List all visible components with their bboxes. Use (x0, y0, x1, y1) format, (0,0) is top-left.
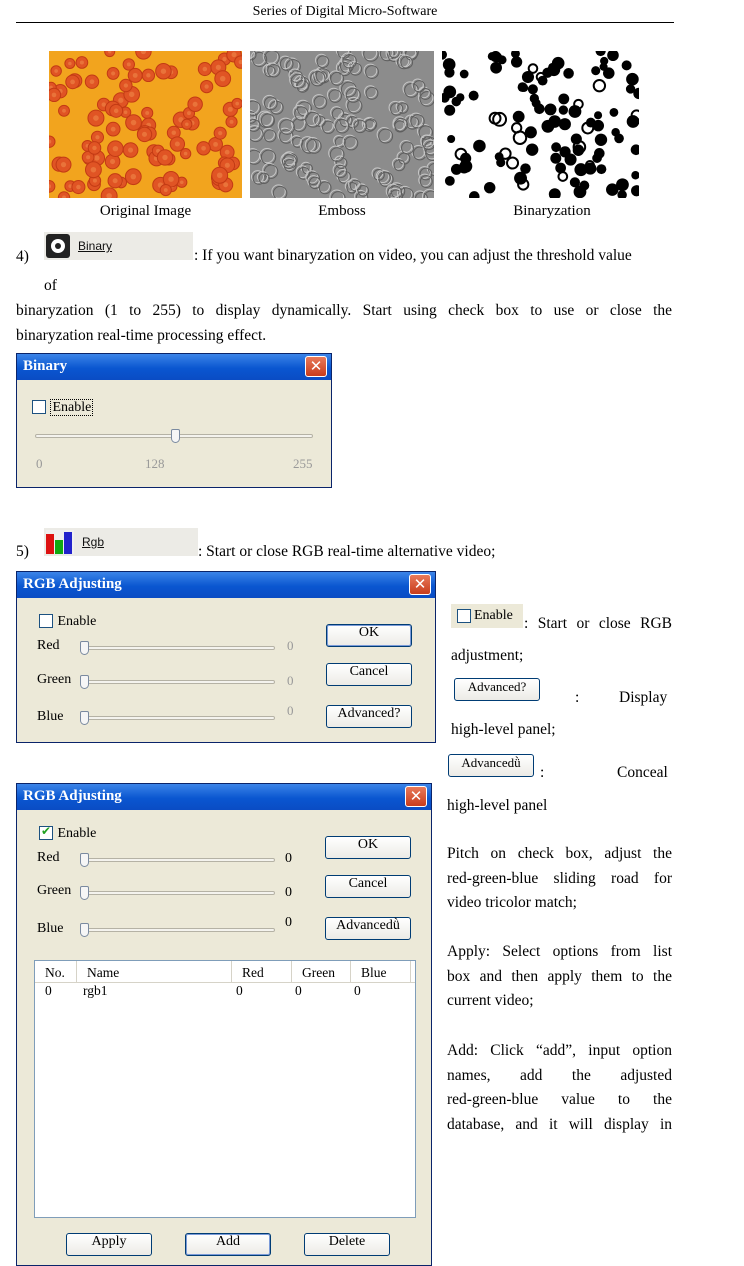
rgb-dialog-advanced (16, 783, 432, 1266)
rgb2-green-value: 0 (285, 885, 292, 900)
col-red[interactable]: Red (232, 961, 292, 982)
tick-max: 255 (293, 456, 313, 471)
rgb-tool-label: Rgb (82, 535, 105, 549)
rgb1-red-thumb[interactable] (80, 641, 89, 655)
binary-dialog-title: Binary (23, 358, 68, 374)
advanced-desc-c: high-level panel; (451, 721, 556, 738)
rgb2-enable-label: Enable (57, 826, 97, 841)
header-rule (16, 22, 674, 23)
pitch-paragraph: Pitch on check box, adjust the red-green-blue sliding road for video tricolor match; (447, 845, 672, 911)
item5-number: 5) (16, 543, 29, 560)
rgb1-enable-checkbox[interactable] (39, 612, 96, 630)
enable-desc-b: adjustment; (451, 647, 524, 664)
rgb-dialog-advanced-titlebar (17, 784, 431, 810)
rgb2-blue-thumb[interactable] (80, 923, 89, 937)
col-green[interactable]: Green (292, 961, 351, 982)
rgb1-blue-value: 0 (287, 703, 294, 718)
rgb-dialog-basic (16, 571, 436, 743)
binary-tool-label: Binary (78, 239, 113, 253)
col-name[interactable]: Name (77, 961, 232, 982)
row-blue: 0 (354, 983, 361, 998)
rgb1-red-track[interactable] (83, 646, 275, 650)
rgb1-green-value: 0 (287, 673, 294, 688)
rgb2-green-label: Green (37, 883, 72, 898)
apply-button[interactable]: Apply (66, 1233, 152, 1256)
rgb1-red-value: 0 (287, 638, 294, 653)
cancel-button[interactable]: Cancel (326, 663, 412, 686)
cancel-button[interactable]: Cancel (325, 875, 411, 898)
caption-original: Original Image (99, 203, 192, 219)
binary-icon (46, 234, 70, 258)
rgb-dialog-basic-title: RGB Adjusting (23, 576, 122, 592)
rgb1-enable-label: Enable (57, 614, 97, 629)
item4-text-d: binaryzation real-time processing effect. (16, 327, 267, 344)
col-no[interactable]: No. (35, 961, 77, 982)
advanced-button[interactable]: Advanced? (326, 705, 412, 728)
conceal-desc-b: Conceal (617, 764, 668, 781)
conceal-advanced-button[interactable]: Advancedǜ (325, 917, 411, 940)
rgb2-green-track[interactable] (83, 891, 275, 895)
rgb1-blue-label: Blue (37, 709, 64, 724)
emboss-image (250, 51, 434, 198)
enable-sample (451, 604, 523, 628)
advanced-desc-b: Display (619, 689, 668, 706)
row-no: 0 (45, 983, 52, 998)
rgb2-enable-checkbox[interactable] (39, 824, 96, 842)
close-icon[interactable]: ✕ (405, 786, 427, 807)
rgb1-green-track[interactable] (83, 680, 275, 684)
rgb2-blue-label: Blue (37, 921, 64, 936)
rgb1-red-label: Red (37, 638, 60, 653)
rgb-dialog-basic-titlebar (17, 572, 435, 598)
binary-dialog (16, 353, 332, 488)
caption-emboss: Emboss (318, 203, 366, 219)
item5-text: : Start or close RGB real-time alternative video; (198, 543, 496, 560)
rgb2-enable-box[interactable] (39, 826, 53, 840)
tick-min: 0 (36, 456, 43, 471)
rgb2-blue-track[interactable] (83, 928, 275, 932)
advanced-desc-a: : (575, 689, 580, 706)
rgb2-green-thumb[interactable] (80, 886, 89, 900)
conceal-desc-c: high-level panel (447, 797, 548, 814)
binary-enable-box[interactable] (32, 400, 46, 414)
rgb1-green-thumb[interactable] (80, 675, 89, 689)
conceal-desc-a: : (540, 764, 545, 781)
rgb-tool-button[interactable] (44, 528, 198, 556)
tick-mid: 128 (145, 456, 165, 471)
rgb1-blue-track[interactable] (83, 716, 275, 720)
list-header (35, 961, 415, 983)
binaryzation-image (442, 51, 639, 198)
original-image (49, 51, 242, 198)
advanced-sample: Advanced? (454, 678, 540, 701)
rgb-dialog-advanced-title: RGB Adjusting (23, 788, 122, 804)
rgb2-red-value: 0 (285, 851, 292, 866)
item4-text-b: of (44, 277, 57, 294)
item4-text-a: : If you want binaryzation on video, you can adjust the threshold value (194, 247, 632, 264)
rgb1-blue-thumb[interactable] (80, 711, 89, 725)
rgb-option-list[interactable] (34, 960, 416, 1218)
enable-sample-box (457, 609, 471, 623)
ok-button[interactable]: OK (326, 624, 412, 647)
row-green: 0 (295, 983, 302, 998)
item4-number: 4) (16, 248, 29, 265)
row-red: 0 (236, 983, 243, 998)
add-button[interactable]: Add (185, 1233, 271, 1256)
delete-button[interactable]: Delete (304, 1233, 390, 1256)
ok-button[interactable]: OK (325, 836, 411, 859)
rgb1-green-label: Green (37, 672, 72, 687)
rgb-icon (46, 530, 74, 554)
rgb1-enable-box[interactable] (39, 614, 53, 628)
conceal-sample: Advancedǜ (448, 754, 534, 777)
close-icon[interactable]: ✕ (305, 356, 327, 377)
enable-desc-a: : Start or close RGB (524, 615, 672, 632)
binary-enable-checkbox[interactable] (32, 398, 93, 416)
rgb2-red-label: Red (37, 850, 60, 865)
close-icon[interactable]: ✕ (409, 574, 431, 595)
row-name: rgb1 (83, 983, 108, 998)
col-blue[interactable]: Blue (351, 961, 411, 982)
rgb2-blue-value: 0 (285, 915, 292, 930)
rgb2-red-track[interactable] (83, 858, 275, 862)
apply-paragraph: Apply: Select options from list box and then apply them to the current video; (447, 943, 672, 1009)
add-paragraph: Add: Click “add”, input option names, add the adjusted red-green-blue value to the database, and it will display in (447, 1042, 672, 1133)
binary-tool-button[interactable] (44, 232, 193, 260)
enable-sample-label: Enable (474, 608, 513, 623)
item4-text-c: binaryzation (1 to 255) to display dynamically. Start using check box to use or close the (16, 302, 672, 319)
page-header: Series of Digital Micro-Software (252, 4, 438, 19)
binary-enable-label: Enable (52, 400, 92, 415)
list-item[interactable] (35, 983, 415, 999)
binary-dialog-titlebar (17, 354, 331, 380)
threshold-slider-thumb[interactable] (171, 429, 180, 443)
rgb2-red-thumb[interactable] (80, 853, 89, 867)
caption-binaryzation: Binaryzation (513, 203, 591, 219)
